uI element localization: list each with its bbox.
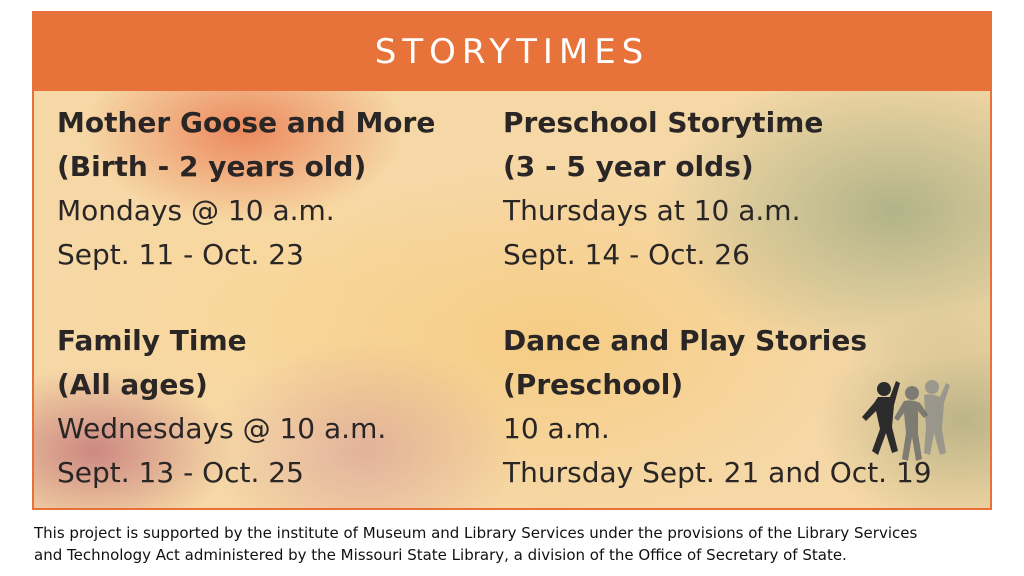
program-dates: Sept. 14 - Oct. 26 — [503, 238, 750, 271]
storytimes-flyer — [32, 11, 992, 510]
program-mother-goose — [57, 101, 435, 277]
program-dates: Sept. 11 - Oct. 23 — [57, 238, 304, 271]
program-audience: (All ages) — [57, 368, 208, 401]
program-name: Dance and Play Stories — [503, 324, 868, 357]
program-schedule: Thursdays at 10 a.m. — [503, 194, 801, 227]
header-bar — [34, 13, 990, 91]
program-family-time — [57, 319, 386, 495]
program-audience: (3 - 5 year olds) — [503, 150, 754, 183]
funding-notice-line-2: and Technology Act administered by the Missouri State Library, a division of the Office of Secretary of State. — [34, 546, 847, 564]
program-name: Family Time — [57, 324, 247, 357]
dancing-children-silhouette-icon — [854, 371, 954, 471]
program-audience: (Preschool) — [503, 368, 684, 401]
program-schedule: Mondays @ 10 a.m. — [57, 194, 335, 227]
program-schedule: 10 a.m. — [503, 412, 610, 445]
funding-notice-line-1: This project is supported by the institute of Museum and Library Services under the provisions of the Library Services — [34, 524, 918, 542]
program-name: Preschool Storytime — [503, 106, 824, 139]
page-title: STORYTIMES — [374, 32, 650, 72]
program-preschool-storytime — [503, 101, 823, 277]
program-name: Mother Goose and More — [57, 106, 436, 139]
program-dates: Thursday Sept. 21 and Oct. 19 — [503, 456, 932, 489]
program-dates: Sept. 13 - Oct. 25 — [57, 456, 304, 489]
program-audience: (Birth - 2 years old) — [57, 150, 367, 183]
watercolor-background — [34, 91, 990, 508]
program-schedule: Wednesdays @ 10 a.m. — [57, 412, 387, 445]
funding-notice — [34, 522, 994, 566]
